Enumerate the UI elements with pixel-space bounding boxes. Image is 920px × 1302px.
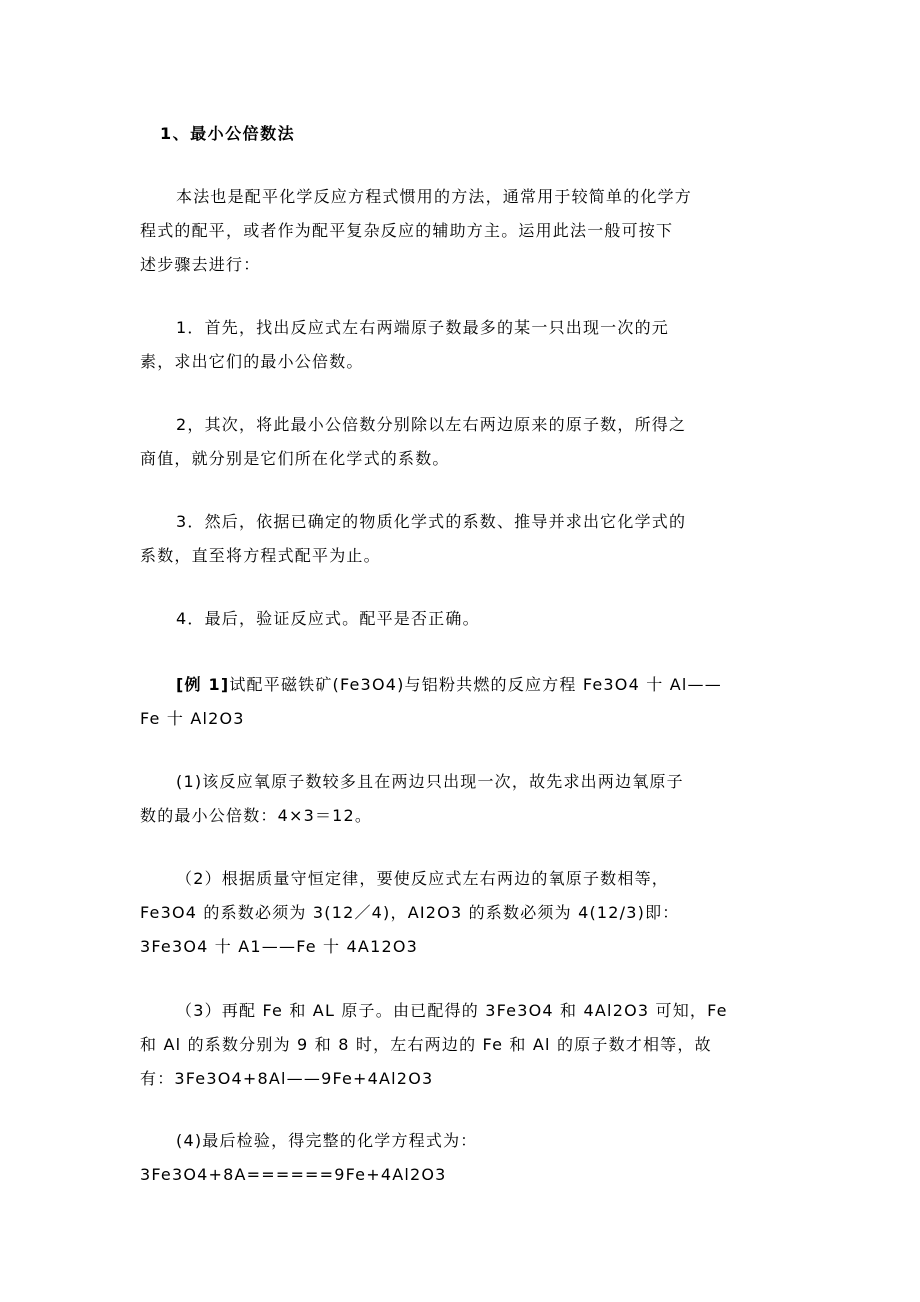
step-1-paragraph bbox=[140, 311, 780, 379]
step-4-paragraph bbox=[140, 602, 780, 636]
step-line: 系数，直至将方程式配平为止。 bbox=[140, 546, 381, 565]
solution-line: 和 Al 的系数分别为 9 和 8 时，左右两边的 Fe 和 Al 的原子数才相等，故 bbox=[140, 1035, 712, 1054]
solution-4-paragraph bbox=[140, 1124, 780, 1192]
step-line: 2，其次，将此最小公倍数分别除以左右两边原来的原子数，所得之 bbox=[176, 415, 687, 434]
step-line: 3．然后，依据已确定的物质化学式的系数、推导并求出它化学式的 bbox=[176, 512, 687, 531]
solution-3-paragraph bbox=[140, 994, 780, 1096]
step-line: 4．最后，验证反应式。配平是否正确。 bbox=[176, 609, 480, 628]
solution-line: 数的最小公倍数：4×3＝12。 bbox=[140, 806, 373, 825]
solution-line: 3Fe3O4+8A======9Fe+4Al2O3 bbox=[140, 1165, 447, 1184]
step-line: 商值，就分别是它们所在化学式的系数。 bbox=[140, 449, 450, 468]
step-line: 素，求出它们的最小公倍数。 bbox=[140, 352, 364, 371]
solution-line: (1)该反应氧原子数较多且在两边只出现一次，故先求出两边氧原子 bbox=[176, 772, 684, 791]
solution-1-paragraph bbox=[140, 765, 780, 833]
solution-2-paragraph bbox=[140, 862, 780, 964]
intro-line: 程式的配平，或者作为配平复杂反应的辅助方主。运用此法一般可按下 bbox=[140, 221, 674, 240]
step-line: 1．首先，找出反应式左右两端原子数最多的某一只出现一次的元 bbox=[176, 318, 669, 337]
step-2-paragraph bbox=[140, 408, 780, 476]
step-3-paragraph bbox=[140, 505, 780, 573]
intro-paragraph bbox=[140, 180, 780, 282]
solution-line: 有：3Fe3O4+8Al——9Fe+4Al2O3 bbox=[140, 1069, 434, 1088]
example-text: 试配平磁铁矿(Fe3O4)与铝粉共燃的反应方程 Fe3O4 十 Al—— bbox=[229, 675, 722, 694]
section-heading: 1、最小公倍数法 bbox=[160, 124, 296, 143]
intro-line: 述步骤去进行： bbox=[140, 255, 261, 274]
solution-line: 3Fe3O4 十 A1——Fe 十 4A12O3 bbox=[140, 937, 419, 956]
example-line bbox=[140, 668, 780, 702]
intro-line: 本法也是配平化学反应方程式惯用的方法，通常用于较简单的化学方 bbox=[176, 187, 693, 206]
example-line: Fe 十 Al2O3 bbox=[140, 709, 245, 728]
example-label: [例 1] bbox=[176, 675, 230, 694]
solution-line: （3）再配 Fe 和 AL 原子。由已配得的 3Fe3O4 和 4Al2O3 可知，Fe bbox=[176, 1001, 728, 1020]
solution-line: (4)最后检验，得完整的化学方程式为： bbox=[176, 1131, 478, 1150]
solution-line: Fe3O4 的系数必须为 3(12／4)，AI2O3 的系数必须为 4(12/3)即： bbox=[140, 903, 680, 922]
solution-line: （2）根据质量守恒定律，要使反应式左右两边的氧原子数相等， bbox=[176, 869, 669, 888]
example-paragraph bbox=[140, 668, 780, 736]
